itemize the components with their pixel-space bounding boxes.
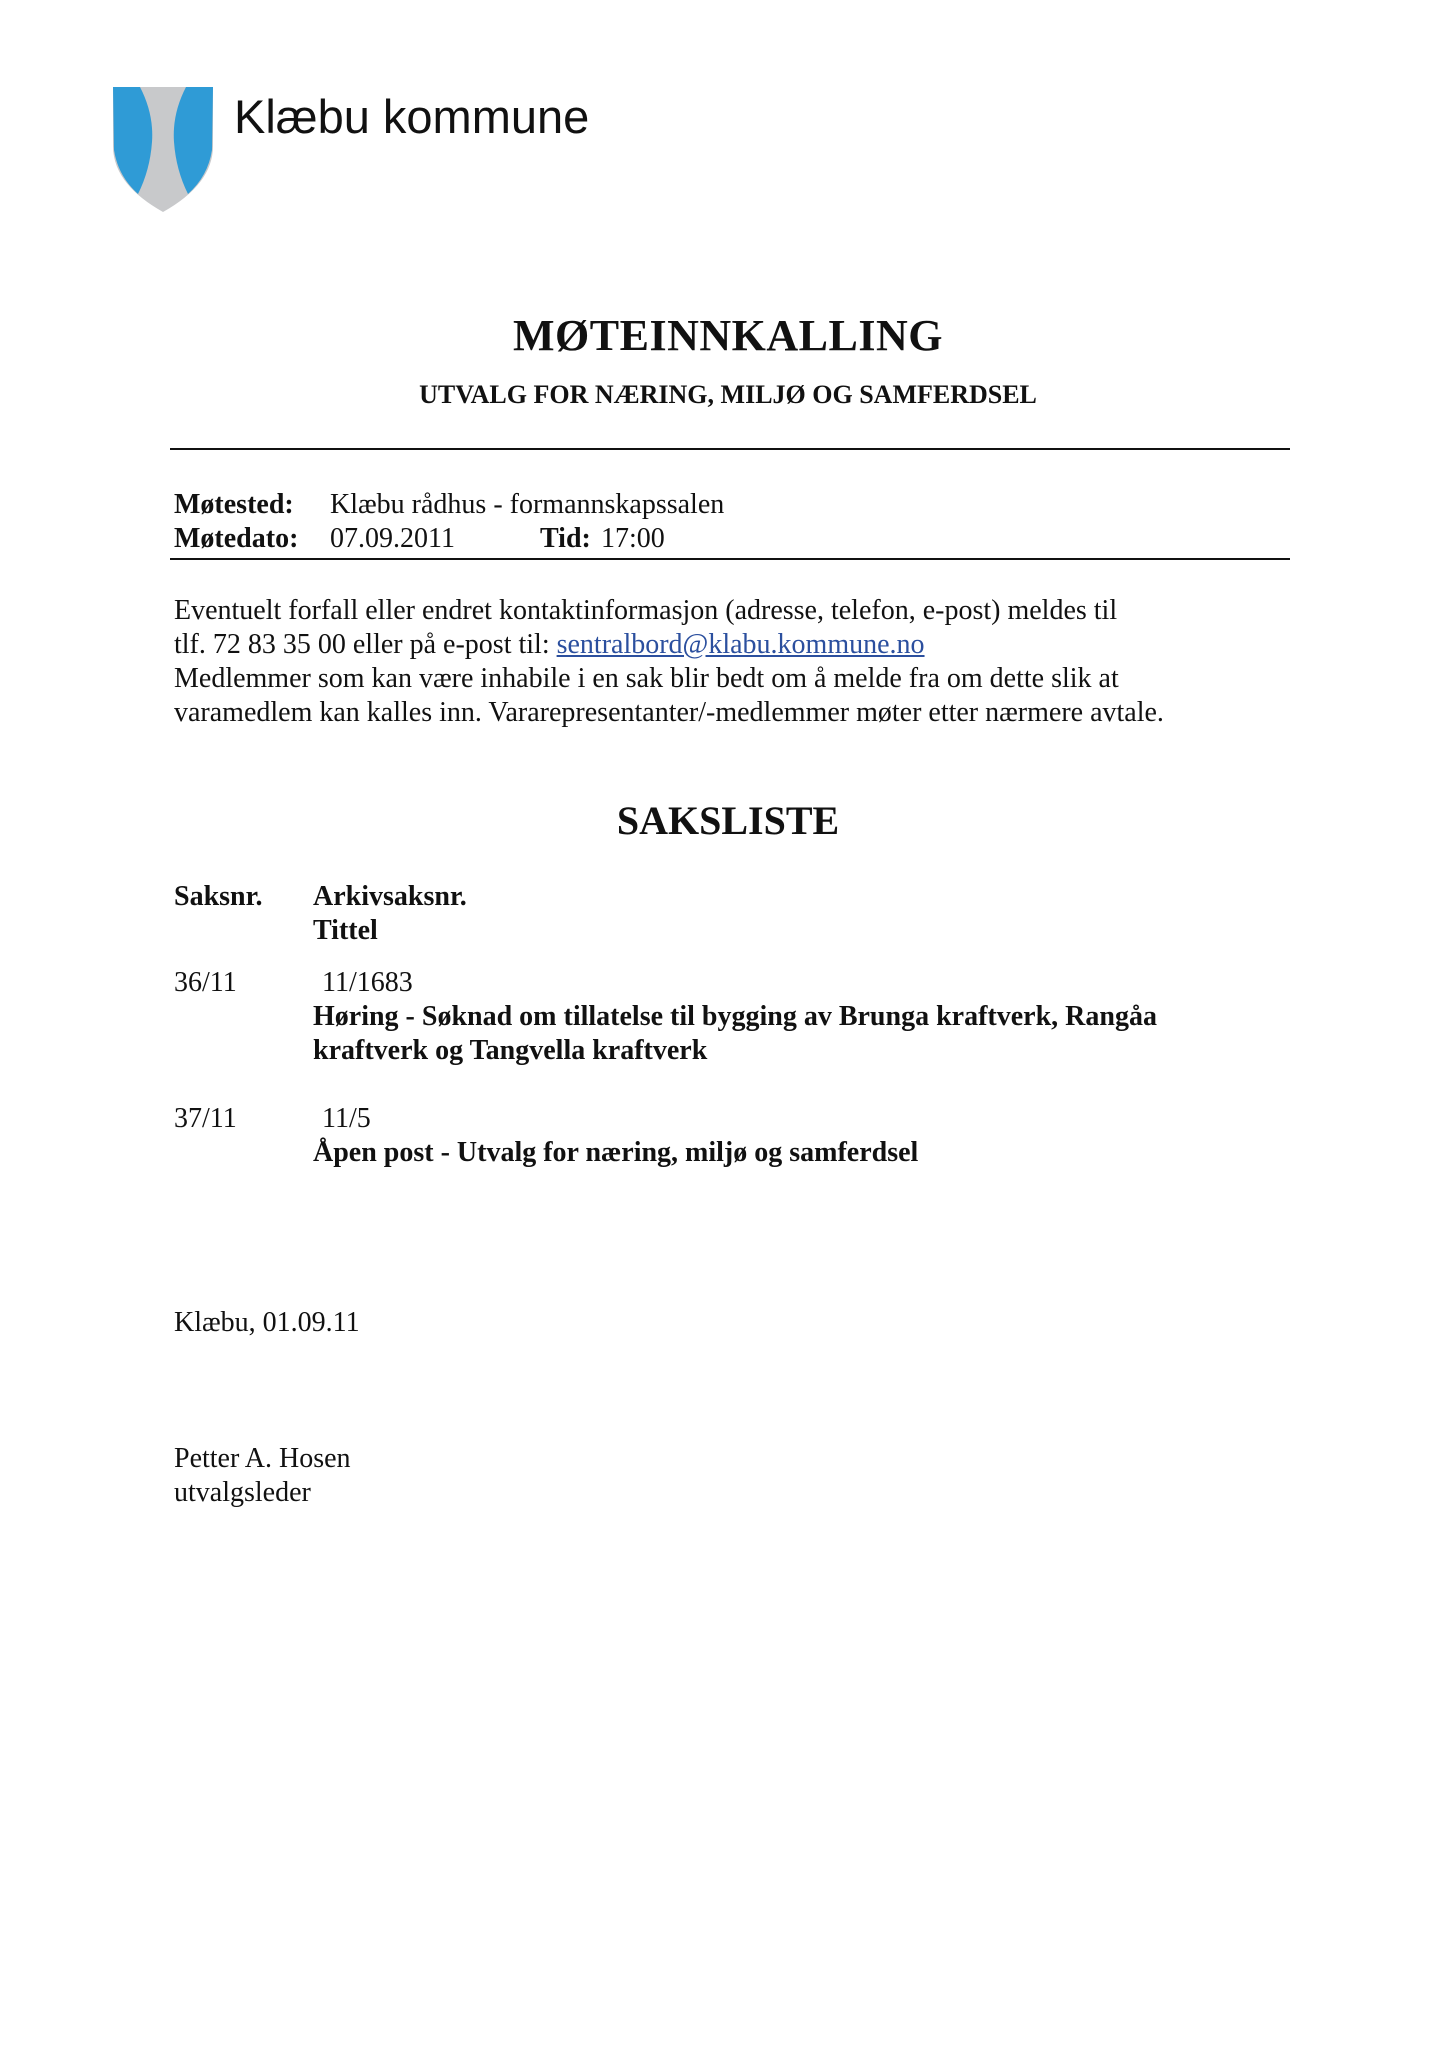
notice-line-3: Medlemmer som kan være inhabile i en sak blir bedt om å melde fra om dette slik at: [174, 663, 1119, 694]
divider-bottom: [170, 558, 1290, 560]
divider-top: [170, 448, 1290, 450]
meeting-date-value: 07.09.2011: [330, 523, 455, 554]
notice-line-4: varamedlem kan kalles inn. Vararepresentanter/-medlemmer møter etter nærmere avtale.: [174, 697, 1164, 728]
agenda-item-saksnr: 37/11: [174, 1103, 237, 1134]
signer-role: utvalgsleder: [174, 1477, 311, 1508]
agenda-title: SAKSLISTE: [616, 798, 840, 843]
coat-of-arms-logo: [110, 84, 216, 214]
agenda-item-arkivsaksnr: 11/5: [322, 1103, 371, 1134]
document-subtitle: UTVALG FOR NÆRING, MILJØ OG SAMFERDSEL: [419, 380, 1037, 409]
meeting-time-label: Tid:: [540, 523, 591, 554]
agenda-item-saksnr: 36/11: [174, 967, 237, 998]
meeting-time-value: 17:00: [601, 523, 665, 554]
column-header-arkivsaksnr: Arkivsaksnr.: [313, 881, 467, 912]
notice-line-1: Eventuelt forfall eller endret kontaktinformasjon (adresse, telefon, e-post) meldes til: [174, 595, 1118, 626]
signer-name: Petter A. Hosen: [174, 1443, 351, 1474]
column-header-saksnr: Saksnr.: [174, 881, 263, 912]
agenda-item-arkivsaksnr: 11/1683: [322, 967, 413, 998]
meeting-date-label: Møtedato:: [174, 523, 299, 554]
organization-name: Klæbu kommune: [234, 90, 590, 143]
notice-line-2-text: tlf. 72 83 35 00 eller på e-post til:: [174, 629, 557, 660]
meeting-place-value: Klæbu rådhus - formannskapssalen: [330, 489, 725, 520]
agenda-item-title: Høring - Søknad om tillatelse til bygging av Brunga kraftverk, Rangåa kraftverk og Tangvella kraftverk: [313, 1001, 1157, 1066]
document-title: MØTEINNKALLING: [513, 311, 943, 360]
email-link[interactable]: sentralbord@klabu.kommune.no: [556, 629, 925, 660]
column-header-tittel: Tittel: [313, 915, 378, 946]
agenda-item-title: Åpen post - Utvalg for næring, miljø og samferdsel: [313, 1137, 919, 1168]
place-and-date: Klæbu, 01.09.11: [174, 1307, 360, 1338]
notice-line-2: [174, 628, 925, 662]
meeting-place-label: Møtested:: [174, 489, 294, 520]
